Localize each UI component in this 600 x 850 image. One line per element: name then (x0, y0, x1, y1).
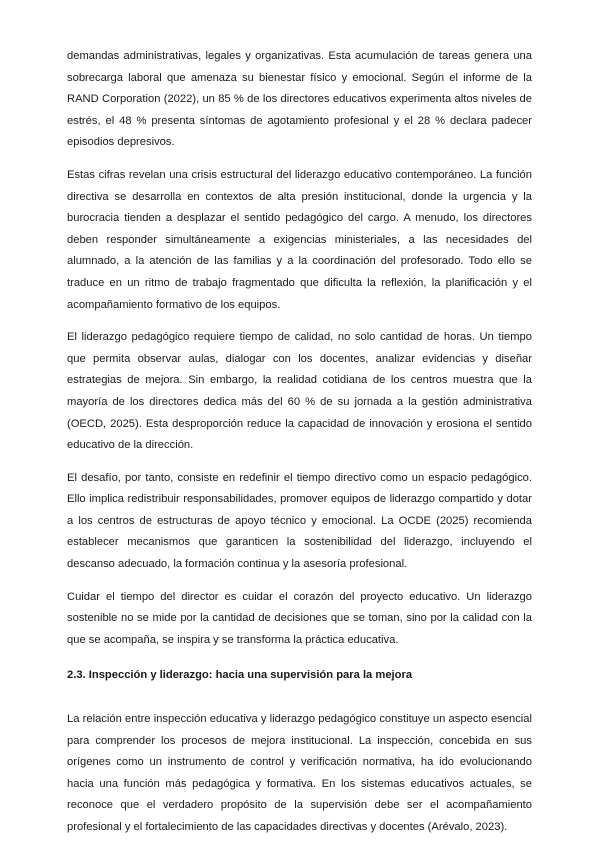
paragraph-inspection: La relación entre inspección educativa y liderazgo pedagógico constituye un aspecto esencial para comprender los procesos de mejora institucional. La inspección, concebida en sus orígenes como un instrumento de control y verificación normativa, ha ido evolucionando hacia una función más pedagógica y formativa. En los sistemas educativos actuales, se reconoce que el verdadero propósito de la supervisión debe ser el acompañamiento profesional y el fortalecimiento de las capacidades directivas y docentes (Arévalo, 2023). (67, 713, 532, 833)
paragraph-workload: demandas administrativas, legales y organizativas. Esta acumulación de tareas genera una sobrecarga laboral que amenaza su bienestar físico y emocional. Según el informe de la RAND Corporation (2022), un 85 % de los directores educativos experimenta altos niveles de estrés, el 48 % presenta síntomas de agotamiento profesional y el 28 % declara padecer episodios depresivos. (67, 50, 532, 149)
paragraph-quality-time: El liderazgo pedagógico requiere tiempo de calidad, no solo cantidad de horas. Un tiempo que permita observar aulas, dialogar con los docentes, analizar evidencias y diseñar estrategias de mejora. Sin embargo, la realidad cotidiana de los centros muestra que la mayoría de los directores dedica más del 60 % de su jornada a la gestión administrativa (OECD, 2025). Esta desproporción reduce la capacidad de innovación y erosiona el sentido educativo de la dirección. (67, 331, 532, 452)
paragraph-care: Cuidar el tiempo del director es cuidar el corazón del proyecto educativo. Un liderazgo sostenible no se mide por la cantidad de decisiones que se toman, sino por la calidad con la que se acompaña, se inspira y se transforma la práctica educativa. (67, 590, 532, 646)
section-heading: 2.3. Inspección y liderazgo: hacia una supervisión para la mejora (67, 669, 413, 682)
paragraph-structural-crisis: Estas cifras revelan una crisis estructural del liderazgo educativo contemporáneo. La función directiva se desarrolla en contextos de alta presión institucional, donde la urgencia y la burocracia tienden a desplazar el sentido pedagógico del cargo. A menudo, los directores deben responder simultáneamente a exigencias ministeriales, a las necesidades del alumnado, a la atención de las familias y a la coordinación del profesorado. Todo ello se traduce en un ritmo de trabajo fragmentado que dificulta la reflexión, la planificación y el acompañamiento formativo de los equipos. (67, 168, 532, 311)
document-page (67, 46, 532, 850)
paragraph-challenge: El desafío, por tanto, consiste en redefinir el tiempo directivo como un espacio pedagógico. Ello implica redistribuir responsabilidades, promover equipos de liderazgo compartido y dotar a los centros de estructuras de apoyo técnico y emocional. La OCDE (2025) recomienda establecer mecanismos que garanticen la sostenibilidad del liderazgo, incluyendo el descanso adecuado, la formación continua y la asesoría profesional. (67, 471, 532, 571)
